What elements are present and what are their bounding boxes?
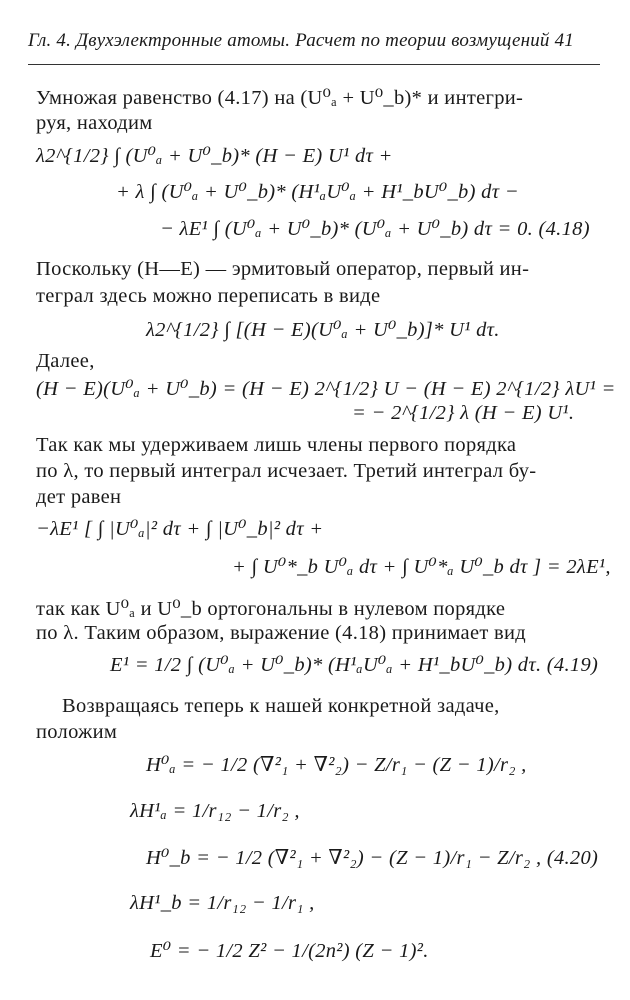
eq420-hb0: H⁰_b = − 1/2 (∇²₁ + ∇²₂) − (Z − 1)/r₁ − Z/r₂ , (4.20) [146, 847, 599, 869]
eq418-line1: λ2^{1/2} ∫ (U⁰ₐ + U⁰_b)* (H − E) U¹ dτ + [36, 145, 393, 167]
eq-first-integral: λ2^{1/2} ∫ [(H − E)(U⁰ₐ + U⁰_b)]* U¹ dτ. [146, 319, 500, 341]
eq419: E¹ = 1/2 ∫ (U⁰ₐ + U⁰_b)* (H¹ₐU⁰ₐ + H¹_bU⁰_b) dτ. (4.19) [110, 654, 599, 676]
eq418-line3: − λE¹ ∫ (U⁰ₐ + U⁰_b)* (U⁰ₐ + U⁰_b) dτ = 0. (4.18) [160, 218, 590, 240]
para4-line2: по λ. Таким образом, выражение (4.18) принимает вид [36, 622, 527, 644]
eq-he-line1: (H − E)(U⁰ₐ + U⁰_b) = (H − E) 2^{1/2} U − (H − E) 2^{1/2} λU¹ = [36, 378, 616, 400]
eq-third-line1: −λE¹ [ ∫ |U⁰ₐ|² dτ + ∫ |U⁰_b|² dτ + [36, 518, 324, 540]
para2-line1: Поскольку (H—E) — эрмитовый оператор, первый ин- [36, 258, 530, 280]
para5-line1: Возвращаясь теперь к нашей конкретной задаче, [62, 695, 500, 717]
para3-line3: дет равен [36, 486, 122, 508]
para1-line1: Умножая равенство (4.17) на (U⁰ₐ + U⁰_b)* и интегри- [36, 87, 524, 109]
para5-line2: положим [36, 721, 118, 743]
running-header: Гл. 4. Двухэлектронные атомы. Расчет по теории возмущений 41 [28, 30, 574, 51]
eq-third-line2: + ∫ U⁰*_b U⁰ₐ dτ + ∫ U⁰*ₐ U⁰_b dτ ] = 2λE¹, [232, 556, 611, 578]
eq420-ha1: λH¹ₐ = 1/r₁₂ − 1/r₂ , [130, 800, 300, 822]
eq420-ha0: H⁰ₐ = − 1/2 (∇²₁ + ∇²₂) − Z/r₁ − (Z − 1)/r₂ , [146, 754, 527, 776]
eq420-hb1: λH¹_b = 1/r₁₂ − 1/r₁ , [130, 892, 315, 914]
dalee-text: Далее, [36, 350, 95, 372]
para3-line1: Так как мы удерживаем лишь члены первого порядка [36, 434, 517, 456]
header-rule [28, 64, 600, 65]
para4-line1: так как U⁰ₐ и U⁰_b ортогональны в нулевом порядке [36, 598, 506, 620]
eq420-e0: E⁰ = − 1/2 Z² − 1/(2n²) (Z − 1)². [150, 940, 429, 962]
eq-he-line2: = − 2^{1/2} λ (H − E) U¹. [352, 402, 575, 424]
para2-line2: теграл здесь можно переписать в виде [36, 285, 381, 307]
para1-line2: руя, находим [36, 112, 153, 134]
eq418-line2: + λ ∫ (U⁰ₐ + U⁰_b)* (H¹ₐU⁰ₐ + H¹_bU⁰_b) dτ − [116, 181, 519, 203]
para3-line2: по λ, то первый интеграл исчезает. Третий интеграл бу- [36, 460, 537, 482]
